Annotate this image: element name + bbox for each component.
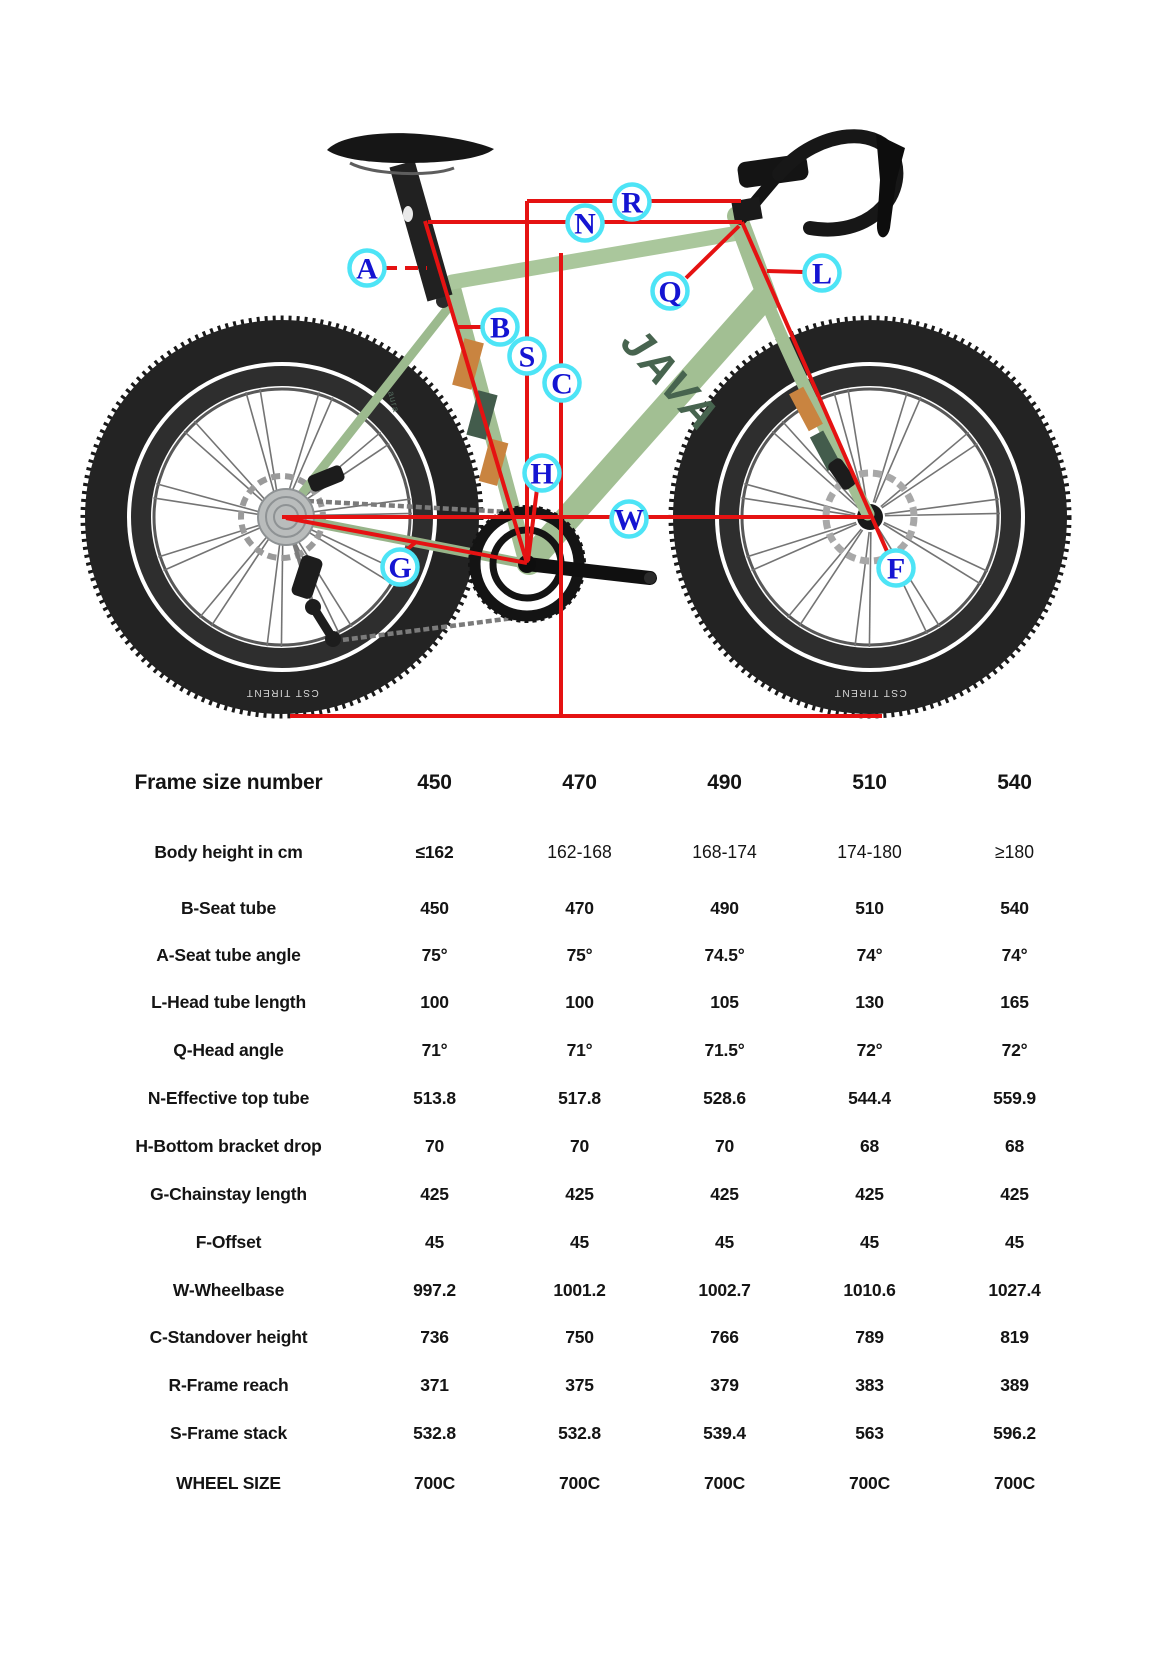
- cell-value: 75°: [566, 944, 593, 965]
- cell-value: 563: [855, 1422, 884, 1443]
- cell-value: 371: [420, 1374, 449, 1395]
- cell-value: 425: [565, 1183, 594, 1204]
- cell-value: 168-174: [692, 841, 757, 862]
- svg-text:B: B: [489, 311, 511, 345]
- cell-value: ≥180: [995, 841, 1034, 862]
- cell-value: 736: [420, 1326, 449, 1347]
- row-label: Q-Head angle: [173, 1039, 284, 1060]
- row-label: C-Standover height: [149, 1326, 308, 1347]
- cell-value: 68: [859, 1135, 880, 1156]
- cell-value: 72°: [1001, 1039, 1028, 1060]
- table-row: [0, 1361, 1175, 1409]
- table-row: [0, 1409, 1175, 1457]
- row-label: B-Seat tube: [180, 897, 277, 918]
- downtube-brand-logo: JAVA: [611, 317, 730, 442]
- cell-value: 70: [569, 1135, 590, 1156]
- row-label: H-Bottom bracket drop: [135, 1135, 322, 1156]
- cell-value: 389: [1000, 1374, 1029, 1395]
- svg-text:H: H: [530, 457, 554, 491]
- row-label: S-Frame stack: [169, 1422, 288, 1443]
- cell-value: 45: [569, 1231, 590, 1252]
- cell-value: 425: [1000, 1183, 1029, 1204]
- cell-value: 68: [1004, 1135, 1025, 1156]
- row-label: N-Effective top tube: [147, 1087, 310, 1108]
- cell-value: 510: [852, 771, 887, 794]
- cell-value: ≤162: [415, 841, 454, 862]
- cell-value: 45: [714, 1231, 735, 1252]
- seat-tube-model-label: aura: [386, 389, 402, 414]
- table-header-row: [0, 759, 1175, 807]
- row-label: Frame size number: [134, 771, 323, 794]
- cell-value: 539.4: [703, 1422, 746, 1443]
- cell-value: 165: [1000, 991, 1029, 1012]
- cell-value: 700C: [848, 1472, 891, 1493]
- svg-text:L: L: [811, 257, 833, 291]
- cell-value: 70: [714, 1135, 735, 1156]
- cell-value: 532.8: [413, 1422, 456, 1443]
- table-row: [0, 1266, 1175, 1314]
- cell-value: 700C: [703, 1472, 746, 1493]
- table-row: [0, 1170, 1175, 1218]
- table-row: [0, 1218, 1175, 1266]
- cell-value: 1002.7: [698, 1279, 751, 1300]
- cell-value: 71°: [566, 1039, 593, 1060]
- cell-value: 789: [855, 1326, 884, 1347]
- cell-value: 559.9: [993, 1087, 1036, 1108]
- cell-value: 510: [855, 897, 884, 918]
- row-label: R-Frame reach: [168, 1374, 289, 1395]
- cell-value: 528.6: [703, 1087, 746, 1108]
- cell-value: 162-168: [547, 841, 612, 862]
- cell-value: 450: [417, 771, 452, 794]
- cell-value: 1001.2: [553, 1279, 606, 1300]
- cell-value: 425: [855, 1183, 884, 1204]
- cell-value: 100: [420, 991, 449, 1012]
- table-row: [0, 1122, 1175, 1170]
- table-row: [0, 884, 1175, 932]
- cell-value: 540: [997, 771, 1032, 794]
- cell-value: 750: [565, 1326, 594, 1347]
- cell-value: 596.2: [993, 1422, 1036, 1443]
- cell-value: 450: [420, 897, 449, 918]
- row-label: WHEEL SIZE: [176, 1472, 281, 1493]
- cell-value: 45: [1004, 1231, 1025, 1252]
- cell-value: 75°: [421, 944, 448, 965]
- table-row: [0, 978, 1175, 1026]
- cell-value: 700C: [993, 1472, 1036, 1493]
- cell-value: 45: [859, 1231, 880, 1252]
- svg-text:G: G: [388, 551, 412, 585]
- table-row: [0, 1074, 1175, 1122]
- cell-value: 100: [565, 991, 594, 1012]
- cell-value: 379: [710, 1374, 739, 1395]
- cell-value: 700C: [558, 1472, 601, 1493]
- cell-value: 174-180: [837, 841, 902, 862]
- cell-value: 490: [710, 897, 739, 918]
- cell-value: 1027.4: [988, 1279, 1041, 1300]
- front-tire-label: CST TIRENT: [833, 687, 907, 698]
- table-row: [0, 828, 1175, 876]
- svg-text:W: W: [614, 503, 644, 537]
- svg-text:S: S: [518, 340, 536, 374]
- cell-value: 425: [710, 1183, 739, 1204]
- cell-value: 766: [710, 1326, 739, 1347]
- cell-value: 700C: [413, 1472, 456, 1493]
- cell-value: 470: [565, 897, 594, 918]
- cell-value: 425: [420, 1183, 449, 1204]
- table-row: [0, 1026, 1175, 1074]
- cell-value: 383: [855, 1374, 884, 1395]
- cell-value: 70: [424, 1135, 445, 1156]
- cell-value: 470: [562, 771, 597, 794]
- svg-text:C: C: [551, 367, 573, 401]
- row-label: Body height in cm: [154, 841, 303, 862]
- svg-text:N: N: [574, 207, 596, 241]
- table-row: [0, 1459, 1175, 1507]
- cell-value: 105: [710, 991, 739, 1012]
- cell-value: 819: [1000, 1326, 1029, 1347]
- cell-value: 74.5°: [704, 944, 745, 965]
- cell-value: 532.8: [558, 1422, 601, 1443]
- row-label: L-Head tube length: [151, 991, 306, 1012]
- row-label: F-Offset: [195, 1231, 262, 1252]
- cell-value: 544.4: [848, 1087, 891, 1108]
- cell-value: 74°: [856, 944, 883, 965]
- cell-value: 375: [565, 1374, 594, 1395]
- cell-value: 1010.6: [843, 1279, 896, 1300]
- cell-value: 45: [424, 1231, 445, 1252]
- svg-text:A: A: [356, 252, 378, 286]
- cell-value: 72°: [856, 1039, 883, 1060]
- cell-value: 517.8: [558, 1087, 601, 1108]
- svg-text:R: R: [621, 186, 643, 220]
- row-label: A-Seat tube angle: [156, 944, 301, 965]
- table-row: [0, 1313, 1175, 1361]
- cell-value: 74°: [1001, 944, 1028, 965]
- cell-value: 71.5°: [704, 1039, 745, 1060]
- row-label: G-Chainstay length: [150, 1183, 307, 1204]
- cell-value: 997.2: [413, 1279, 456, 1300]
- cell-value: 540: [1000, 897, 1029, 918]
- cell-value: 490: [707, 771, 742, 794]
- svg-text:F: F: [886, 552, 906, 586]
- cell-value: 71°: [421, 1039, 448, 1060]
- cell-value: 513.8: [413, 1087, 456, 1108]
- table-row: [0, 931, 1175, 979]
- rear-tire-label: CST TIRENT: [245, 687, 319, 698]
- svg-text:Q: Q: [658, 275, 682, 309]
- cell-value: 130: [855, 991, 884, 1012]
- row-label: W-Wheelbase: [172, 1279, 285, 1300]
